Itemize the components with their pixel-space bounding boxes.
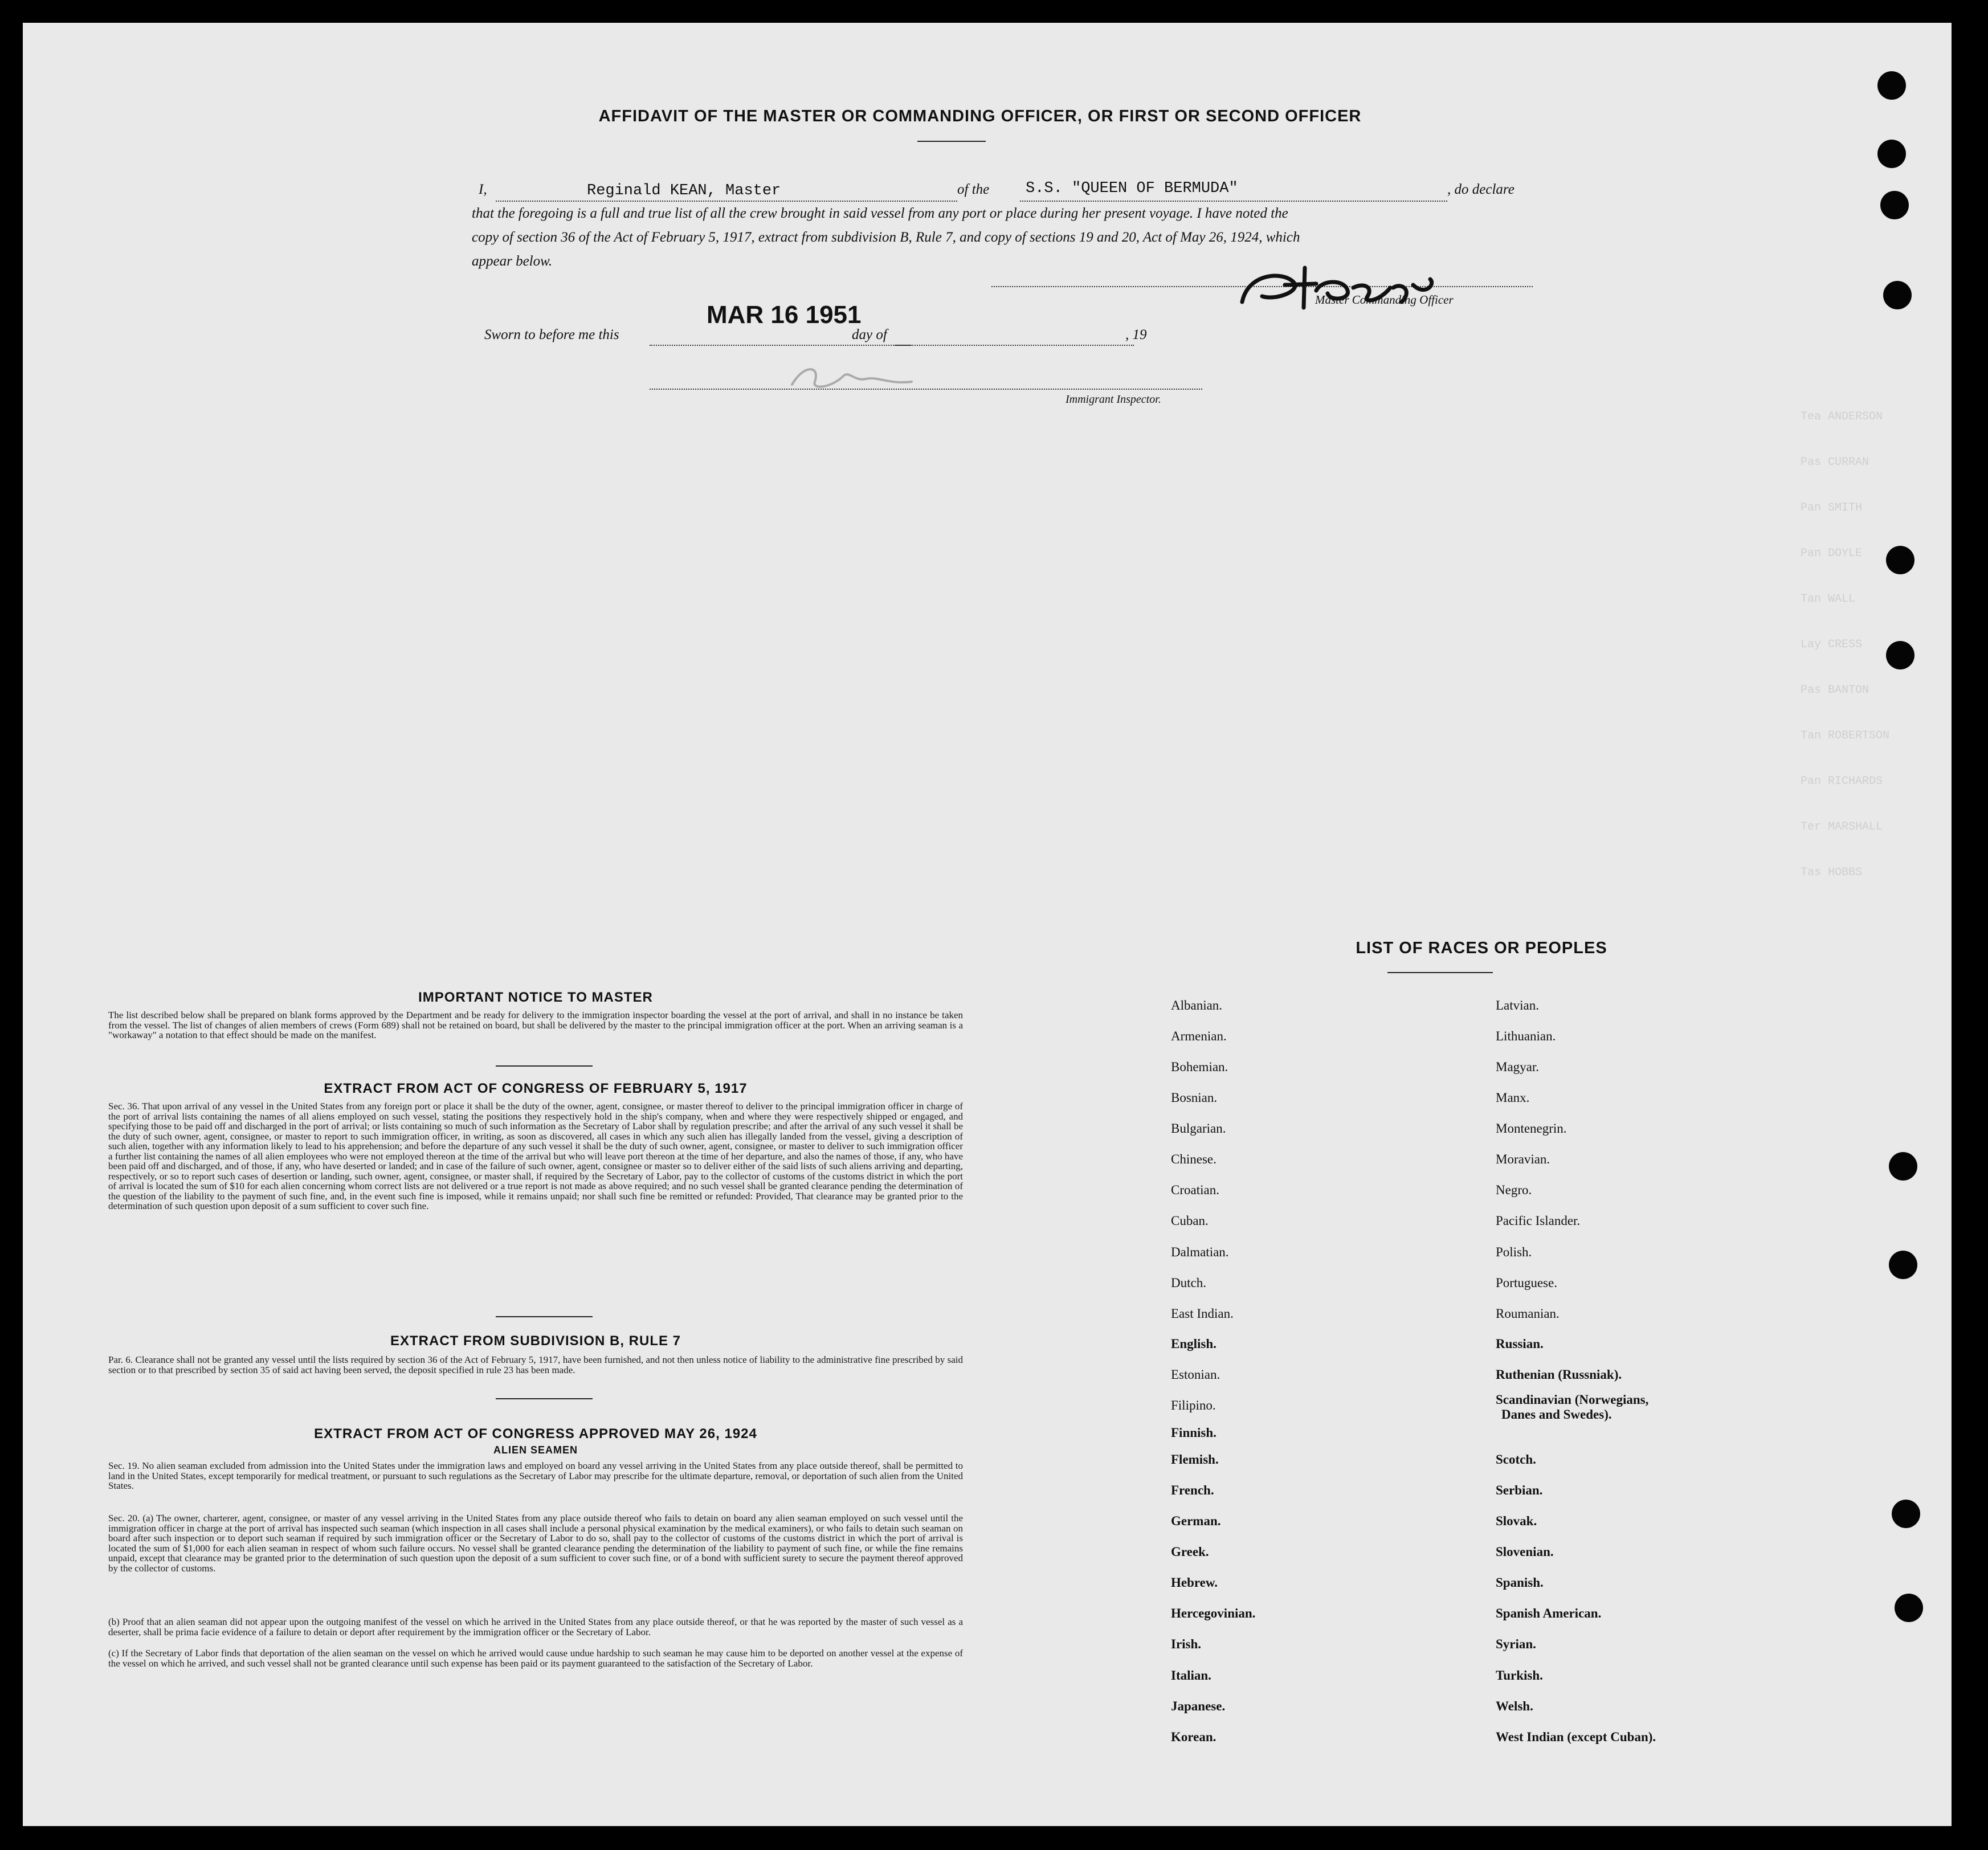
races-heading: LIST OF RACES OR PEOPLES: [1356, 939, 1607, 957]
signature-label: Master Commanding Officer: [1315, 293, 1454, 307]
punch-hole: [1877, 71, 1906, 100]
punch-hole: [1889, 1152, 1917, 1181]
race-item: Portuguese.: [1496, 1276, 1557, 1290]
sec19-text: Sec. 19. No alien seaman excluded from admission into the United States under the immigration laws and employed on board any vessel arriving in the United States from any place outside thereof, shall be permitted to land in the United States, except temporarily for medical treatment, or pursuant to such regulations as the Secretary of Labor may prescribe for the ultimate departure, removal, or deportation of such alien from the United States.: [108, 1460, 963, 1491]
races-divider: [1387, 972, 1493, 973]
show-through-row: Pas BANTON: [1801, 684, 1869, 697]
show-through-area: [1801, 399, 1949, 1709]
notice-heading: IMPORTANT NOTICE TO MASTER: [418, 990, 653, 1005]
race-item: Korean.: [1171, 1730, 1217, 1744]
race-item: Dutch.: [1171, 1276, 1206, 1290]
race-item: Negro.: [1496, 1183, 1532, 1197]
race-item: Armenian.: [1171, 1029, 1227, 1043]
race-item: Manx.: [1496, 1091, 1530, 1105]
race-item: Hebrew.: [1171, 1575, 1218, 1590]
alien-seamen-subheading: ALIEN SEAMEN: [493, 1444, 578, 1456]
extract-1917-heading: EXTRACT FROM ACT OF CONGRESS OF FEBRUARY 5, 1917: [324, 1081, 748, 1096]
year-label: , 19: [1125, 327, 1147, 342]
punch-hole: [1886, 546, 1914, 574]
race-item: Dalmatian.: [1171, 1245, 1229, 1259]
show-through-row: Tas HOBBS: [1801, 866, 1863, 879]
race-item: Filipino.: [1171, 1398, 1216, 1412]
race-item: Magyar.: [1496, 1060, 1540, 1074]
sworn-label: Sworn to before me this: [484, 327, 619, 342]
race-item: Bosnian.: [1171, 1091, 1218, 1105]
i-label: I,: [479, 182, 487, 197]
punch-hole: [1886, 641, 1914, 669]
vessel-name: S.S. "QUEEN OF BERMUDA": [1026, 180, 1238, 197]
race-item: Croatian.: [1171, 1183, 1219, 1197]
show-through-row: Tan WALL: [1801, 593, 1856, 606]
show-through-row: Lay CRESS: [1801, 638, 1863, 651]
declaration-line-1: that the foregoing is a full and true list of all the crew brought in said vessel from any port or place during her present voyage. I have noted the: [472, 206, 1288, 221]
of-the-label: of the: [957, 182, 990, 197]
race-item: Danes and Swedes).: [1501, 1407, 1612, 1422]
show-through-row: Tea ANDERSON: [1801, 410, 1883, 423]
document-page: [23, 23, 1952, 1826]
race-item: East Indian.: [1171, 1306, 1234, 1321]
show-through-row: Pas CURRAN: [1801, 456, 1869, 469]
rule7-text: Par. 6. Clearance shall not be granted any vessel until the lists required by section 36 of the Act of February 5, 1917, have been furnished, and not then unless notice of liability to the administrative fine prescribed by said section or to that prescribed by section 35 of said act having been served, the deposit specified in rule 23 has been made.: [108, 1354, 963, 1375]
extract-1917-text: Sec. 36. That upon arrival of any vessel in the United States from any foreign port or place it shall be the duty of the owner, agent, consignee, or master thereof to deliver to the principal immigration officer in charge of the port of arrival lists containing the names of all aliens employed on such vessel, stating the positions they respectively hold in the ship's company, when and where they were respectively shipped or engaged, and specifying those to be paid off and discharged in the port of arrival; or lists containing so much of such information as the Secretary of Labor shall by regulation prescribe; and after the arrival of any such vessel it shall be the duty of such owner, agent, consignee, or master to report to such immigration officer, in writing, as soon as discovered, all cases in which any such alien has illegally landed from the vessel, giving a description of such alien, together with any information likely to lead to his apprehension; and before the departure of any such vessel it shall be the duty of such owner, agent, consignee, or master to deliver to such immigration officer a further list containing the names of all alien employees who were not employed thereon at the time of the arrival but who will leave port thereon at the time of her departure, and also the names of those, if any, who have been paid off and discharged, and of those, if any, who have deserted or landed; and in case of the failure of such owner, agent, consignee or master so to deliver either of the said lists of such aliens arriving and departing, respectively, or so to report such cases of desertion or landing, such owner, agent, consignee, or master shall, if required by the Secretary of Labor, pay to the collector of customs of the customs district in which the port of arrival is located the sum of $10 for each alien concerning whom correct lists are not delivered or a true report is not made as above required; and no such vessel shall be granted clearance pending the determination of the question of the liability to the payment of such fine, and, in the event such fine is imposed, while it remains unpaid; nor shall such fine be remitted or refunded: Provided, That clearance may be granted prior to the determination of such question upon deposit of a sum sufficient to cover such fine.: [108, 1101, 963, 1211]
notice-divider: [496, 1065, 593, 1067]
race-item: West Indian (except Cuban).: [1496, 1730, 1656, 1744]
show-through-row: Pan RICHARDS: [1801, 775, 1883, 788]
race-item: Albanian.: [1171, 998, 1223, 1012]
race-item: Japanese.: [1171, 1699, 1226, 1713]
inspector-label: Immigrant Inspector.: [1066, 393, 1161, 406]
race-item: Turkish.: [1496, 1668, 1543, 1682]
punch-hole: [1883, 281, 1912, 309]
do-declare-label: , do declare: [1447, 182, 1515, 197]
sec20c-text: (c) If the Secretary of Labor finds that deportation of the alien seaman on the vessel on which he arrived would cause undue hardship to such seaman he may cause him to be deported on another vessel at the expense of the vessel on which he arrived, and such vessel shall not be granted clearance until such expense has been paid or its payment guaranteed to the satisfaction of the Secretary of Labor.: [108, 1648, 963, 1669]
race-item: Pacific Islander.: [1496, 1214, 1581, 1228]
race-item: Roumanian.: [1496, 1306, 1560, 1321]
race-item: Hercegovinian.: [1171, 1606, 1256, 1620]
sec20b-text: (b) Proof that an alien seaman did not appear upon the outgoing manifest of the vessel on which he arrived in the United States from any place outside thereof, or that he was reported by the master of such vessel as a deserter, shall be prima facie evidence of a failure to detain or deport after requirement by the immigration officer or the Secretary of Labor.: [108, 1616, 963, 1637]
title-divider: [917, 141, 986, 142]
race-item: Scotch.: [1496, 1452, 1536, 1467]
day-of-label: day of: [852, 327, 887, 342]
race-item: English.: [1171, 1337, 1217, 1351]
punch-hole: [1877, 140, 1906, 168]
race-item: Spanish.: [1496, 1575, 1544, 1590]
race-item: Italian.: [1171, 1668, 1211, 1682]
inspector-signature: [781, 353, 929, 399]
race-item: Welsh.: [1496, 1699, 1533, 1713]
show-through-row: Pan DOYLE: [1801, 547, 1863, 560]
race-item: Estonian.: [1171, 1367, 1220, 1382]
extract-1924-heading: EXTRACT FROM ACT OF CONGRESS APPROVED MAY 26, 1924: [314, 1426, 757, 1441]
punch-hole: [1895, 1594, 1923, 1622]
race-item: Polish.: [1496, 1245, 1532, 1259]
extract-1917-divider: [496, 1316, 593, 1317]
month-line: [895, 345, 1134, 346]
race-item: Ruthenian (Russniak).: [1496, 1367, 1622, 1382]
race-item: Montenegrin.: [1496, 1121, 1567, 1136]
race-item: Chinese.: [1171, 1152, 1217, 1166]
race-item: Bulgarian.: [1171, 1121, 1226, 1136]
race-item: Bohemian.: [1171, 1060, 1228, 1074]
punch-hole: [1889, 1251, 1917, 1279]
race-item: Slovak.: [1496, 1514, 1537, 1528]
show-through-row: Tan ROBERTSON: [1801, 729, 1890, 742]
master-signature: [1231, 256, 1470, 319]
race-item: Latvian.: [1496, 998, 1539, 1012]
race-item: German.: [1171, 1514, 1221, 1528]
declaration-line-2: copy of section 36 of the Act of February 5, 1917, extract from subdivision B, Rule 7, and copy of sections 19 and 20, Act of May 26, 1924, which: [472, 230, 1300, 245]
race-item: Syrian.: [1496, 1637, 1536, 1651]
race-item: Spanish American.: [1496, 1606, 1602, 1620]
date-stamp: MAR 16 1951: [707, 301, 862, 329]
race-item: Flemish.: [1171, 1452, 1219, 1467]
race-item: Irish.: [1171, 1637, 1202, 1651]
rule7-heading: EXTRACT FROM SUBDIVISION B, RULE 7: [390, 1333, 681, 1349]
master-name: Reginald KEAN, Master: [587, 182, 781, 199]
notice-text: The list described below shall be prepared on blank forms approved by the Department and be ready for delivery to the immigration inspector boarding the vessel at the port of arrival, and shall in no instance be taken from the vessel. The list of changes of alien members of crews (Form 689) shall not be retained on board, but shall be delivered by the master to the principal immigration officer at the port. When an arriving seaman is a "workaway" a notation to that effect should be made on the manifest.: [108, 1010, 963, 1040]
race-item: Greek.: [1171, 1545, 1209, 1559]
race-item: Russian.: [1496, 1337, 1544, 1351]
punch-hole: [1892, 1500, 1920, 1528]
race-item: Lithuanian.: [1496, 1029, 1556, 1043]
race-item: Moravian.: [1496, 1152, 1550, 1166]
race-item: Cuban.: [1171, 1214, 1209, 1228]
race-item: Serbian.: [1496, 1483, 1543, 1497]
sec20a-text: Sec. 20. (a) The owner, charterer, agent, consignee, or master of any vessel arriving in the United States from any place outside thereof who fails to detain on board any alien seaman employed on such vessel until the immigration officer in charge at the port of arrival has inspected such seaman (which inspection in all cases shall include a personal physical examination by the medical examiners), or who fails to detain such seaman on board after such inspection or to deport such seaman if required by such immigration officer or the Secretary of Labor to do so, shall pay to the collector of customs of the customs district in which the port of arrival is located the sum of $1,000 for each alien seaman in respect of whom such failure occurs. No vessel shall be granted clearance pending the determination of the liability to payment of such fine, or while the fine remains unpaid, except that clearance may be granted prior to the determination of such question upon the deposit of a sum sufficient to cover such fine, or of a bond with sufficient surety to secure the payment thereof approved by the collector of customs.: [108, 1513, 963, 1574]
show-through-row: Pan SMITH: [1801, 501, 1863, 514]
punch-hole: [1880, 191, 1909, 219]
inspector-line: [650, 389, 1202, 390]
declaration-line-3: appear below.: [472, 254, 553, 269]
race-item: Slovenian.: [1496, 1545, 1554, 1559]
race-item: Scandinavian (Norwegians,: [1496, 1392, 1649, 1407]
show-through-row: Ter MARSHALL: [1801, 820, 1883, 834]
rule7-divider: [496, 1398, 593, 1399]
race-item: French.: [1171, 1483, 1214, 1497]
affidavit-title: AFFIDAVIT OF THE MASTER OR COMMANDING OFFICER, OR FIRST OR SECOND OFFICER: [598, 107, 1362, 125]
race-item: Finnish.: [1171, 1426, 1217, 1440]
